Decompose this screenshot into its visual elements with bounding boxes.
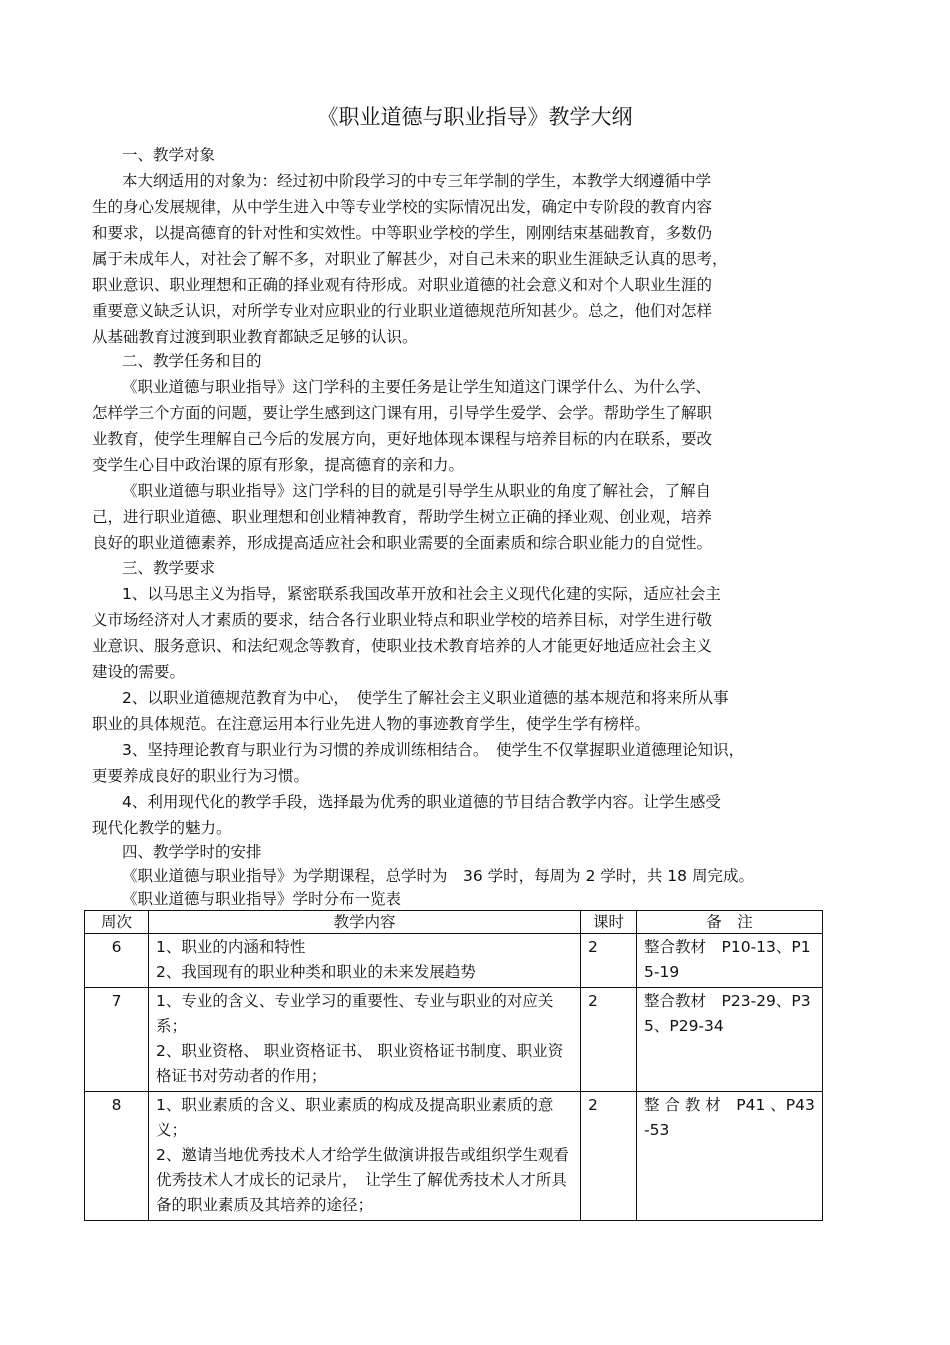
paragraph-line: 《职业道德与职业指导》这门学科的目的就是引导学生从职业的角度了解社会，了解自 (122, 482, 712, 500)
header-week: 周次 (85, 911, 149, 934)
paragraph-line: 生的身心发展规律，从中学生进入中等专业学校的实际情况出发，确定中专阶段的教育内容 (92, 198, 713, 216)
content-cell (149, 988, 581, 1092)
paragraph-line: 义市场经济对人才素质的要求，结合各行业职业特点和职业学校的培养目标，对学生进行敬 (92, 611, 713, 629)
content-item: 2、邀请当地优秀技术人才给学生做演讲报告或组织学生观看优秀技术人才成长的记录片， 让学生了解优秀技术人才所具备的职业素质及其培养的途径； (156, 1146, 569, 1214)
paragraph-line: 职业的具体规范。在注意运用本行业先进人物的事迹教育学生，使学生学有榜样。 (92, 715, 651, 733)
paragraph-line: 现代化教学的魅力。 (92, 819, 232, 837)
table-row (85, 934, 823, 988)
note-cell: 整合教材 P10-13、P15-19 (637, 934, 823, 988)
content-cell (149, 934, 581, 988)
table-caption: 《职业道德与职业指导》学时分布一览表 (122, 890, 402, 908)
content-item: 2、职业资格、 职业资格证书、 职业资格证书制度、职业资格证书对劳动者的作用； (156, 1042, 564, 1085)
paragraph-line: 良好的职业道德素养，形成提高适应社会和职业需要的全面素质和综合职业能力的自觉性。 (92, 534, 713, 552)
paragraph-line: 建设的需要。 (92, 663, 186, 681)
paragraph-line: 怎样学三个方面的问题，要让学生感到这门课有用，引导学生爱学、会学。帮助学生了解职 (92, 404, 713, 422)
header-note: 备 注 (637, 911, 823, 934)
section-heading-1: 一、教学对象 (122, 146, 216, 164)
paragraph-line: 业教育，使学生理解自己今后的发展方向，更好地体现本课程与培养目标的内在联系，要改 (92, 430, 713, 448)
content-cell (149, 1092, 581, 1221)
paragraph-line: 《职业道德与职业指导》这门学科的主要任务是让学生知道这门课学什么、为什么学、 (122, 378, 712, 396)
hours-cell: 2 (581, 988, 637, 1092)
table-row (85, 1092, 823, 1221)
content-item: 2、我国现有的职业种类和职业的未来发展趋势 (156, 963, 476, 981)
paragraph-line: 本大纲适用的对象为：经过初中阶段学习的中专三年学制的学生，本教学大纲遵循中学 (122, 172, 712, 190)
paragraph-line: 职业意识、职业理想和正确的择业观有待形成。对职业道德的社会意义和对个人职业生涯的 (92, 276, 713, 294)
content-item: 1、职业素质的含义、职业素质的构成及提高职业素质的意义； (156, 1096, 554, 1139)
section-heading-4: 四、教学学时的安排 (122, 843, 262, 861)
paragraph-line: 1、以马思主义为指导，紧密联系我国改革开放和社会主义现代化建的实际，适应社会主 (122, 585, 721, 603)
week-cell: 7 (85, 988, 149, 1092)
note-cell: 整合教材 P23-29、P35、P29-34 (637, 988, 823, 1092)
section-heading-2: 二、教学任务和目的 (122, 352, 262, 370)
paragraph-line: 己，进行职业道德、职业理想和创业精神教育，帮助学生树立正确的择业观、创业观，培养 (92, 508, 713, 526)
paragraph-line: 更要养成良好的职业行为习惯。 (92, 767, 310, 785)
header-content: 教学内容 (149, 911, 581, 934)
week-cell: 6 (85, 934, 149, 988)
content-item: 1、专业的含义、专业学习的重要性、专业与职业的对应关系； (156, 992, 554, 1035)
paragraph-line: 《职业道德与职业指导》为学期课程，总学时为 36 学时，每周为 2 学时，共 18 周完成。 (122, 867, 754, 885)
table-row (85, 988, 823, 1092)
schedule-table (84, 910, 823, 1221)
paragraph-line: 属于未成年人，对社会了解不多，对职业了解甚少，对自己未来的职业生涯缺乏认真的思考， (92, 250, 728, 268)
hours-cell: 2 (581, 1092, 637, 1221)
note-cell: 整 合 教 材 P41 、P43-53 (637, 1092, 823, 1221)
content-item: 1、职业的内涵和特性 (156, 938, 306, 956)
paragraph-line: 变学生心目中政治课的原有形象，提高德育的亲和力。 (92, 456, 465, 474)
section-heading-3: 三、教学要求 (122, 559, 216, 577)
paragraph-line: 和要求，以提高德育的针对性和实效性。中等职业学校的学生，刚刚结束基础教育，多数仍 (92, 224, 713, 242)
paragraph-line: 2、以职业道德规范教育为中心， 使学生了解社会主义职业道德的基本规范和将来所从事 (122, 689, 729, 707)
paragraph-line: 3、坚持理论教育与职业行为习惯的养成训练相结合。 使学生不仅掌握职业道德理论知识， (122, 741, 745, 759)
header-hours: 课时 (581, 911, 637, 934)
paragraph-line: 重要意义缺乏认识，对所学专业对应职业的行业职业道德规范所知甚少。总之，他们对怎样 (92, 302, 713, 320)
table-header-row (85, 911, 823, 934)
paragraph-line: 4、利用现代化的教学手段，选择最为优秀的职业道德的节目结合教学内容。让学生感受 (122, 793, 721, 811)
document-title: 《职业道德与职业指导》教学大纲 (317, 105, 633, 129)
hours-cell: 2 (581, 934, 637, 988)
week-cell: 8 (85, 1092, 149, 1221)
paragraph-line: 业意识、服务意识、和法纪观念等教育，使职业技术教育培养的人才能更好地适应社会主义 (92, 637, 713, 655)
paragraph-line: 从基础教育过渡到职业教育都缺乏足够的认识。 (92, 328, 418, 346)
